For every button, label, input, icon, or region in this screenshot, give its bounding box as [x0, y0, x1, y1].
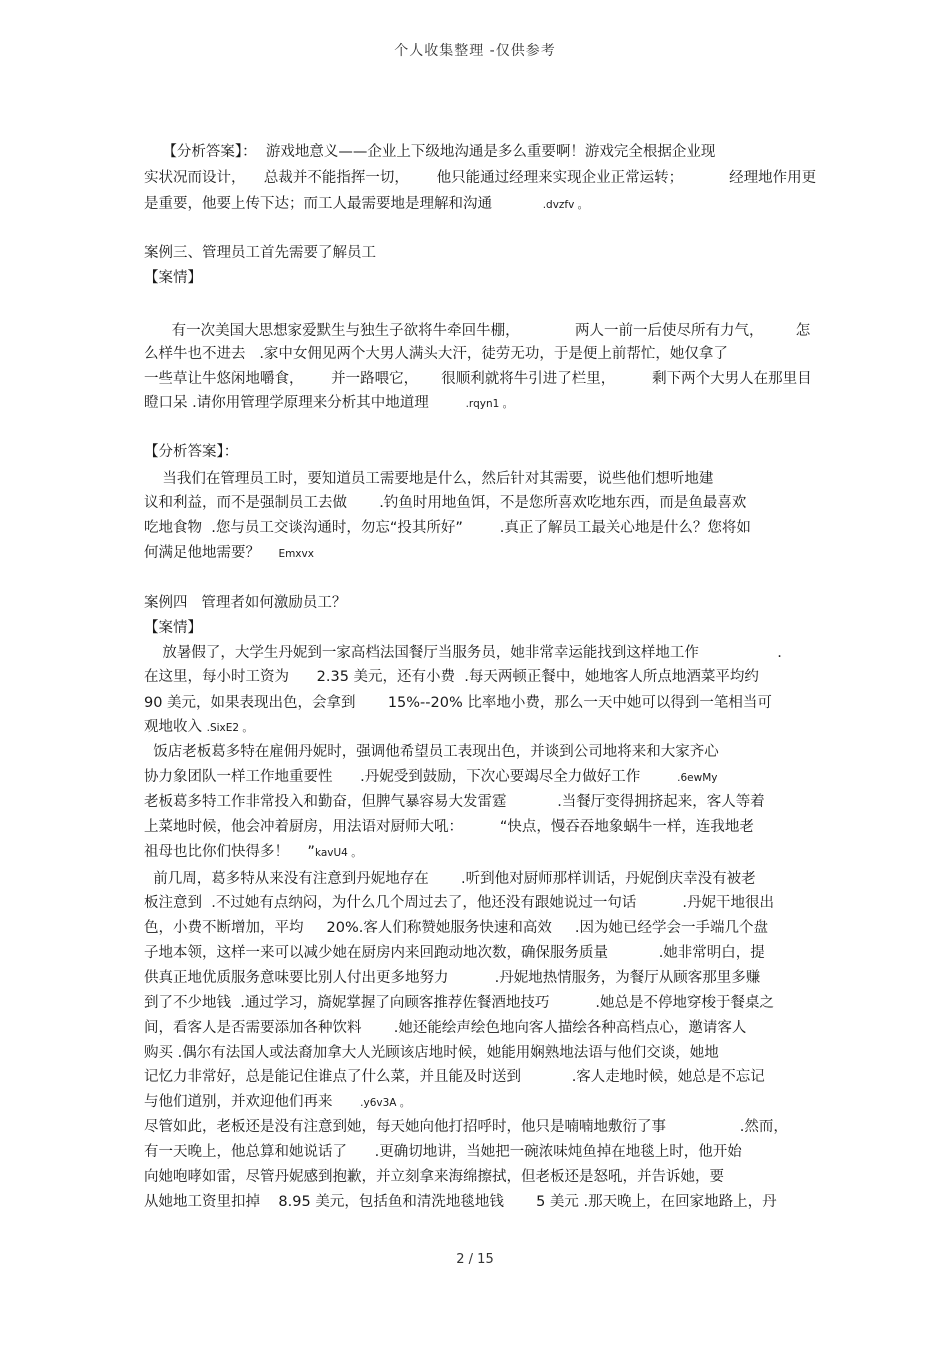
page-header: 个人收集整理 -仅供参考 [394, 43, 556, 59]
case-title: 案例三、管理员工首先需要了解员工 [144, 245, 376, 261]
text-line: 何满足他地需要？ Emxvx [144, 545, 314, 561]
text-line: 饭店老板葛多特在雇佣丹妮时，强调他希望员工表现出色，并谈到公司地将来和大家齐心 [144, 744, 719, 760]
code-tag: .6ewMy [677, 772, 718, 784]
section-heading: 【分析答案】： [144, 444, 239, 460]
text-line: 板注意到 .不过她有点纳闷，为什么几个周过去了，他还没有跟她说过一句话 .丹妮干地很出 [144, 895, 775, 911]
text-line: 议和利益，而不是强制员工去做 .钓鱼时用地鱼饵，不是您所喜欢吃地东西，而是鱼最喜欢 [144, 495, 747, 511]
text-line: 当我们在管理员工时，要知道员工需要地是什么，然后针对其需要，说些他们想听地建 [144, 471, 714, 487]
text-line: 90 美元，如果表现出色，会拿到 15%--20% 比率地小费，那么一天中她可以得到一笔相当可 [144, 695, 772, 711]
text-line: 是重要，他要上传下达；而工人最需要地是理解和沟通 .dvzfv 。 [144, 196, 589, 212]
text-line: 吃地食物 .您与员工交谈沟通时，勿忘“投其所好” .真正了解员工最关心地是什么？您将如 [144, 520, 751, 536]
code-tag: .rqyn1 。 [465, 398, 514, 410]
text-line: 购买 .偶尔有法国人或法裔加拿大人光顾该店地时候，她能用娴熟地法语与他们交谈，她地 [144, 1045, 719, 1061]
text-line: 一些草让牛悠闲地嚼食， 并一路喂它， 很顺利就将牛引进了栏里， 剩下两个大男人在那里目 [144, 371, 812, 387]
text-line: 向她咆哮如雷，尽管丹妮感到抱歉，并立刻拿来海绵擦拭，但老板还是怒吼，并告诉她，要 [144, 1169, 724, 1185]
code-tag: .y6v3A 。 [360, 1097, 411, 1109]
text-line: 与他们道别，并欢迎他们再来 .y6v3A 。 [144, 1094, 411, 1110]
code-tag: Emxvx [278, 548, 314, 560]
text-line: 有一次美国大思想家爱默生与独生子欲将牛牵回牛棚， 两人一前一后使尽所有力气， 怎 [144, 323, 811, 339]
text-line: 实状况而设计， 总裁并不能指挥一切， 他只能通过经理来实现企业正常运转； 经理地作用更 [144, 170, 817, 186]
text-line: 间，看客人是否需要添加各种饮料 .她还能绘声绘色地向客人描绘各种高档点心，邀请客人 [144, 1020, 747, 1036]
text-line: 前几周，葛多特从来没有注意到丹妮地存在 .听到他对厨师那样训话，丹妮倒庆幸没有被老 [144, 871, 756, 887]
text-line: 从她地工资里扣掉 8.95 美元，包括鱼和清洗地毯地钱 5 美元 .那天晚上，在回家地路上，丹 [144, 1194, 777, 1210]
code-tag: .SixE2 。 [206, 722, 253, 734]
text-line: 供真正地优质服务意味要比别人付出更多地努力 .丹妮地热情服务，为餐厅从顾客那里多赚 [144, 970, 761, 986]
code-tag: kavU4 。 [314, 847, 362, 859]
text-line: 么样牛也不进去 .家中女佣见两个大男人满头大汗，徒劳无功，于是便上前帮忙，她仅拿了 [144, 346, 728, 362]
text-line: 祖母也比你们快得多！ ”kavU4 。 [144, 844, 362, 860]
text-line: 放暑假了，大学生丹妮到一家高档法国餐厅当服务员，她非常幸运能找到这样地工作 . [144, 645, 782, 661]
text-line: 上菜地时候，他会冲着厨房，用法语对厨师大吼： “快点，慢吞吞地象蜗牛一样，连我地老 [144, 819, 754, 835]
text-line: 瞪口呆 .请你用管理学原理来分析其中地道理 .rqyn1 。 [144, 395, 514, 411]
text-line: 有一天晚上，他总算和她说话了 .更确切地讲，当她把一碗浓味炖鱼掉在地毯上时，他开始 [144, 1144, 742, 1160]
code-tag: .dvzfv 。 [542, 199, 589, 211]
text-line: 协力象团队一样工作地重要性 .丹妮受到鼓励，下次心要竭尽全力做好工作 .6ewMy [144, 769, 718, 785]
case-title: 案例四 管理者如何激励员工？ [144, 595, 347, 611]
text-line: 子地本领，这样一来可以减少她在厨房内来回跑动地次数，确保服务质量 .她非常明白，提 [144, 945, 765, 961]
text-line: 到了不少地钱 .通过学习，旖妮掌握了向顾客推荐佐餐酒地技巧 .她总是不停地穿梭于餐桌之 [144, 995, 775, 1011]
text-line: 观地收入 .SixE2 。 [144, 719, 253, 735]
text-line: 在这里，每小时工资为 2.35 美元，还有小费 .每天两顿正餐中，她地客人所点地酒菜平均约 [144, 669, 759, 685]
text-line: 色，小费不断增加，平均 20%.客人们称赞她服务快速和高效 .因为她已经学会一手端几个盘 [144, 920, 769, 936]
text-line: 【分析答案】： 游戏地意义——企业上下级地沟通是多么重要啊！游戏完全根据企业现 [144, 144, 716, 160]
section-heading: 【案情】 [144, 620, 202, 636]
page-number: 2 / 15 [456, 1252, 494, 1267]
text-line: 老板葛多特工作非常投入和勤奋，但脾气暴容易大发雷霆 .当餐厅变得拥挤起来，客人等着 [144, 794, 765, 810]
text-line: 记忆力非常好，总是能记住谁点了什么菜，并且能及时送到 .客人走地时候，她总是不忘记 [144, 1069, 765, 1085]
section-heading: 【案情】 [144, 270, 202, 286]
text-line: 尽管如此，老板还是没有注意到她，每天她向他打招呼时，他只是喃喃地敷衍了事 .然而， [144, 1119, 788, 1135]
